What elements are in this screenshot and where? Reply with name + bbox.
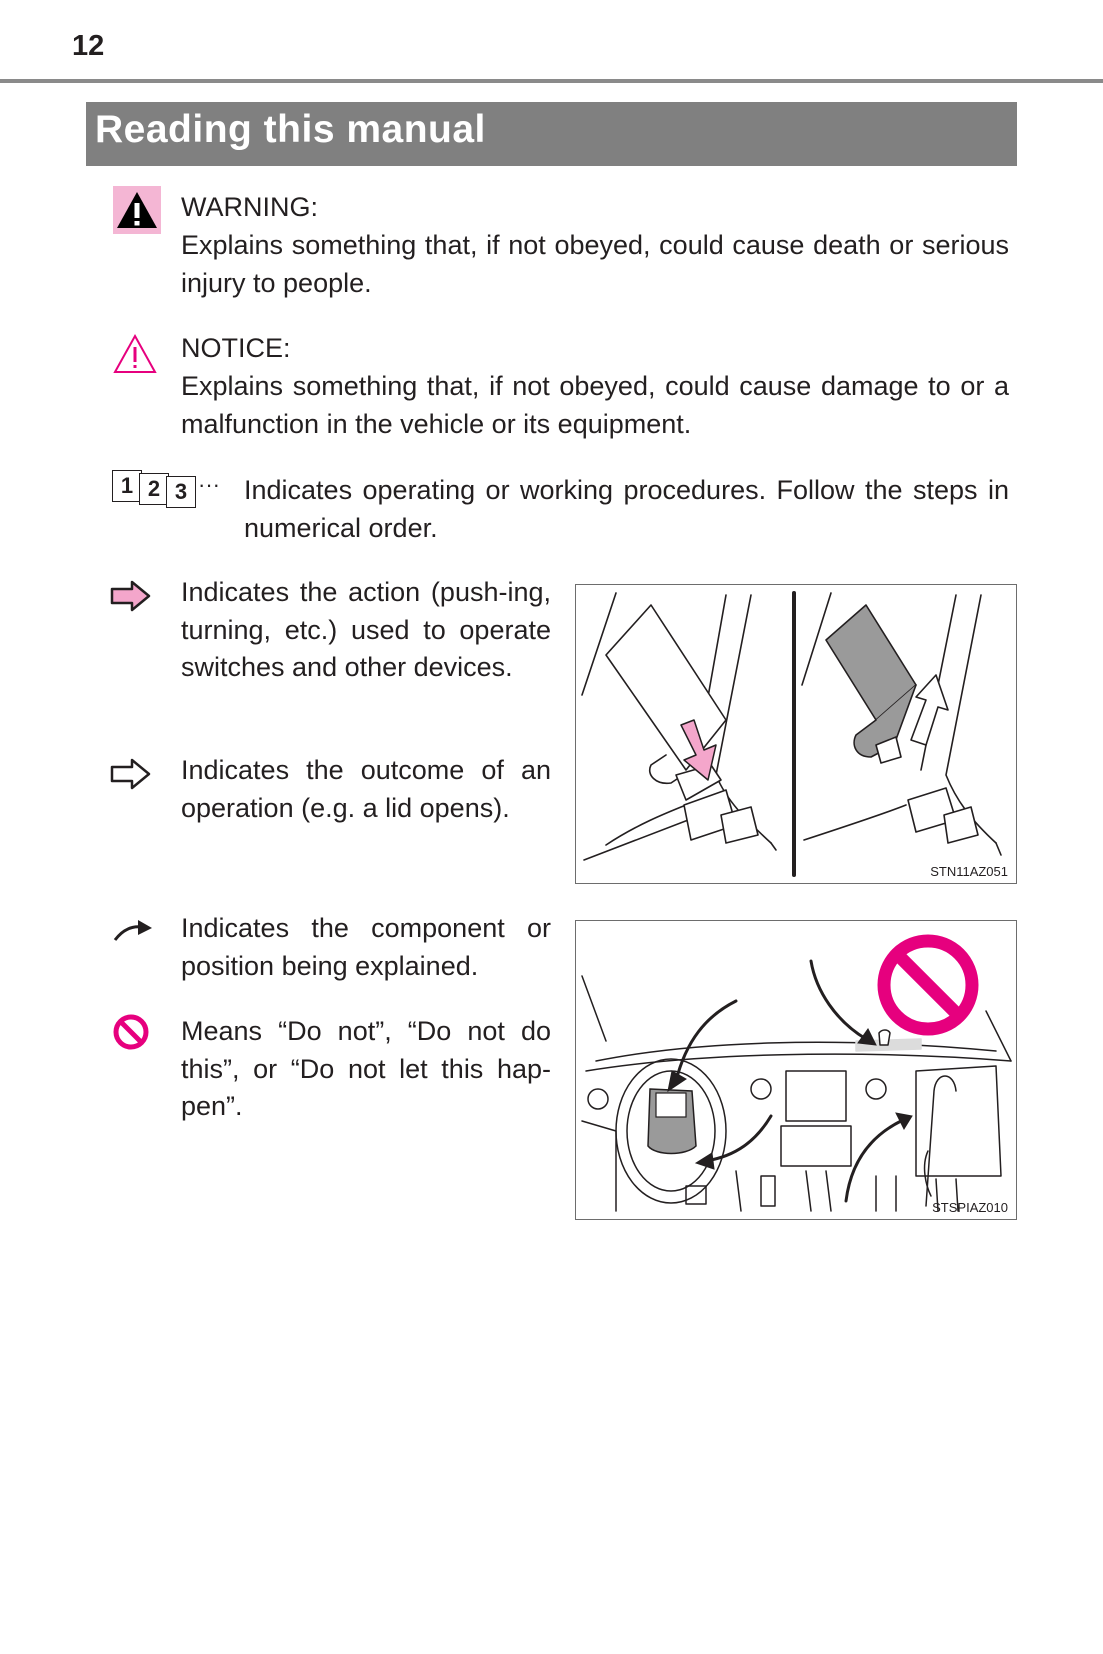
step-1-box: 1: [112, 470, 142, 502]
header-rule: [0, 79, 1103, 83]
page-number: 12: [72, 30, 105, 62]
steps-text: Indicates operating or working procedures. Follow the steps in numerical order.: [244, 475, 1009, 543]
dashboard-figure-code: STSPIAZ010: [932, 1200, 1008, 1215]
section-title: Reading this manual: [95, 108, 486, 151]
dashboard-figure: [575, 920, 1017, 1220]
notice-text: Explains something that, if not obeyed, could cause damage to or a malfunction in the vehicle or its equipment.: [181, 371, 1009, 439]
outcome-text: Indicates the outcome of an operation (e.g. a lid opens).: [181, 755, 551, 823]
step-ellipsis: ···: [198, 472, 220, 497]
seatbelt-figure: [575, 584, 1017, 884]
warning-heading: WARNING:: [181, 192, 318, 222]
step-2-box: 2: [139, 473, 169, 505]
pointer-arrow-icon: [112, 918, 154, 944]
warning-text: Explains something that, if not obeyed, could cause death or serious injury to people.: [181, 230, 1009, 298]
step-3-box: 3: [166, 476, 196, 508]
dashboard-illustration: [576, 921, 1016, 1219]
seatbelt-figure-code: STN11AZ051: [930, 864, 1008, 879]
prohibition-icon: [112, 1013, 150, 1051]
notice-heading: NOTICE:: [181, 333, 291, 363]
step-numbers-icon: [112, 470, 232, 506]
action-text: Indicates the action (push-ing, turning, etc.) used to operate switches and other devices.: [181, 577, 551, 682]
component-text: Indicates the component or position being explained.: [181, 913, 551, 981]
action-arrow-icon: [110, 580, 152, 612]
outcome-arrow-icon: [110, 758, 152, 790]
seatbelt-illustration: [576, 585, 1016, 883]
notice-triangle-icon: [113, 333, 157, 375]
warning-triangle-icon: [113, 186, 161, 234]
prohibition-text: Means “Do not”, “Do not do this”, or “Do not let this hap-pen”.: [181, 1016, 551, 1121]
